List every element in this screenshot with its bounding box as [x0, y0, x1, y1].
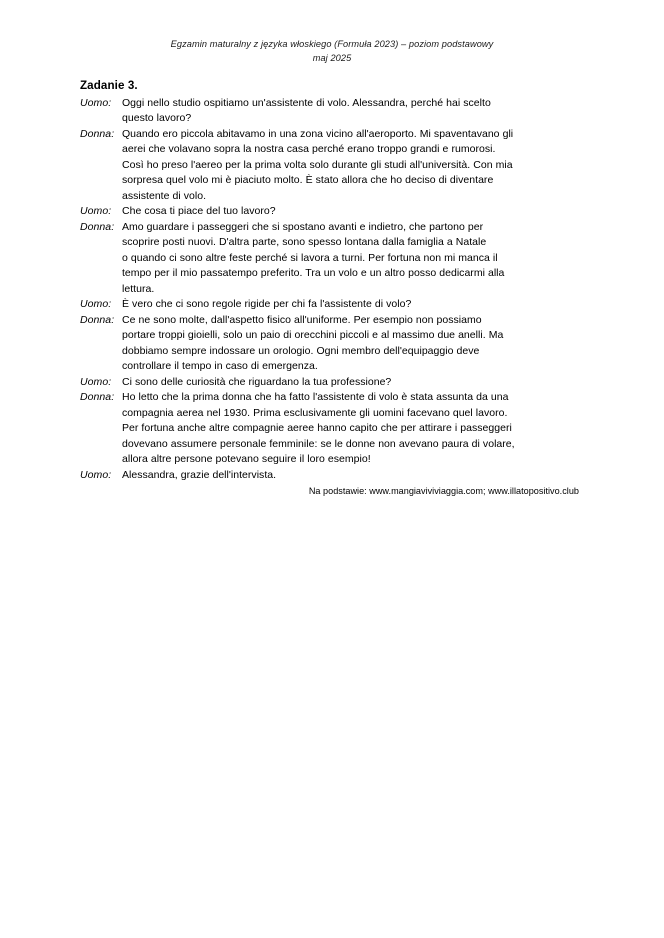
task-content: [80, 78, 580, 498]
dialogue-transcript: [80, 96, 580, 484]
speech-line: assistente di volo.: [122, 189, 207, 202]
speech-line: questo lavoro?: [122, 112, 192, 124]
running-head-line-1: Egzamin maturalny z języka włoskiego (Formuła 2023) – poziom podstawowy: [170, 39, 494, 49]
speech-text: [122, 313, 580, 375]
dialogue-turn: [80, 127, 580, 205]
speaker-label: Uomo:: [80, 96, 112, 109]
dialogue-turn: [80, 297, 580, 313]
speech-line: allora altre persone potevano seguire il loro esempio!: [122, 453, 371, 465]
speech-line: Per fortuna anche altre compagnie aeree hanno capito che per attirare i passeggeri: [122, 422, 512, 434]
running-head: [0, 38, 664, 65]
speech-text: [122, 390, 580, 468]
speech-text: [122, 375, 580, 391]
speaker-label: Donna:: [80, 127, 115, 140]
speech-line: Così ho preso l'aereo per la prima volta solo durante gli studi all'università. Con mia: [122, 158, 513, 171]
speech-line: dovevano assumere personale femminile: se le donne non avevano paura di volare,: [122, 437, 515, 450]
speech-text: [122, 96, 580, 127]
speech-line: sorpresa quel volo mi è piaciuto molto. È stato allora che ho deciso di diventare: [122, 174, 494, 186]
speech-line: controllare il tempo in caso di emergenza.: [122, 360, 318, 372]
dialogue-turn: [80, 313, 580, 375]
speech-line: lettura.: [122, 282, 155, 295]
speaker-label: Uomo:: [80, 205, 112, 217]
speaker-label: Uomo:: [80, 468, 112, 481]
speech-line: dobbiamo sempre indossare un orologio. Ogni membro dell'equipaggio deve: [122, 344, 480, 357]
speech-line: Ce ne sono molte, dall'aspetto fisico all'uniforme. Per esempio non possiamo: [122, 313, 482, 326]
running-head-line-2: maj 2025: [312, 52, 352, 63]
speech-line: Quando ero piccola abitavamo in una zona vicino all'aeroporto. Mi spaventavano gli: [122, 127, 514, 140]
speech-line: Oggi nello studio ospitiamo un'assistente di volo. Alessandra, perché hai scelto: [122, 96, 491, 109]
speaker-label: Donna:: [80, 391, 115, 403]
speech-text: [122, 297, 580, 313]
speech-line: Ci sono delle curiosità che riguardano la tua professione?: [122, 375, 392, 388]
speech-line: portare troppi gioielli, solo un paio di orecchini piccoli e al massimo due anelli. Ma: [122, 329, 504, 341]
dialogue-turn: [80, 375, 580, 391]
speaker-label: Uomo:: [80, 298, 112, 310]
speech-line: aerei che volavano sopra la nostra casa perché erano troppo grandi e rumorosi.: [122, 143, 496, 155]
dialogue-turn: [80, 96, 580, 127]
speaker-label: Uomo:: [80, 375, 112, 388]
speech-text: [122, 127, 580, 205]
dialogue-turn: [80, 220, 580, 298]
speech-line: scoprire posti nuovi. D'altra parte, sono spesso lontana dalla famiglia a Natale: [122, 236, 487, 248]
speech-text: [122, 220, 580, 298]
task-title: Zadanie 3.: [80, 79, 138, 92]
speech-line: Amo guardare i passeggeri che si spostano avanti e indietro, che partono per: [122, 220, 484, 233]
speaker-label: Donna:: [80, 220, 115, 233]
speech-text: [122, 468, 580, 484]
dialogue-turn: [80, 468, 580, 484]
speech-line: È vero che ci sono regole rigide per chi fa l'assistente di volo?: [122, 298, 412, 310]
speech-line: tempo per il mio passatempo preferito. Tra un volo e un altro posso dedicarmi alla: [122, 267, 505, 279]
speech-line: Ho letto che la prima donna che ha fatto l'assistente di volo è stata assunta da una: [122, 391, 509, 403]
speech-line: compagnia aerea nel 1930. Prima esclusivamente gli uomini facevano quel lavoro.: [122, 406, 508, 419]
speech-line: o quando ci sono altre feste perché si lavora a turni. Per fortuna non mi manca il: [122, 251, 498, 264]
dialogue-turn: [80, 390, 580, 468]
dialogue-turn: [80, 204, 580, 220]
speech-line: Che cosa ti piace del tuo lavoro?: [122, 205, 276, 217]
speech-text: [122, 204, 580, 220]
speaker-label: Donna:: [80, 313, 115, 326]
source-note: Na podstawie: www.mangiaviviviaggia.com; www.illatopositivo.club: [308, 486, 579, 496]
speech-line: Alessandra, grazie dell'intervista.: [122, 468, 277, 481]
